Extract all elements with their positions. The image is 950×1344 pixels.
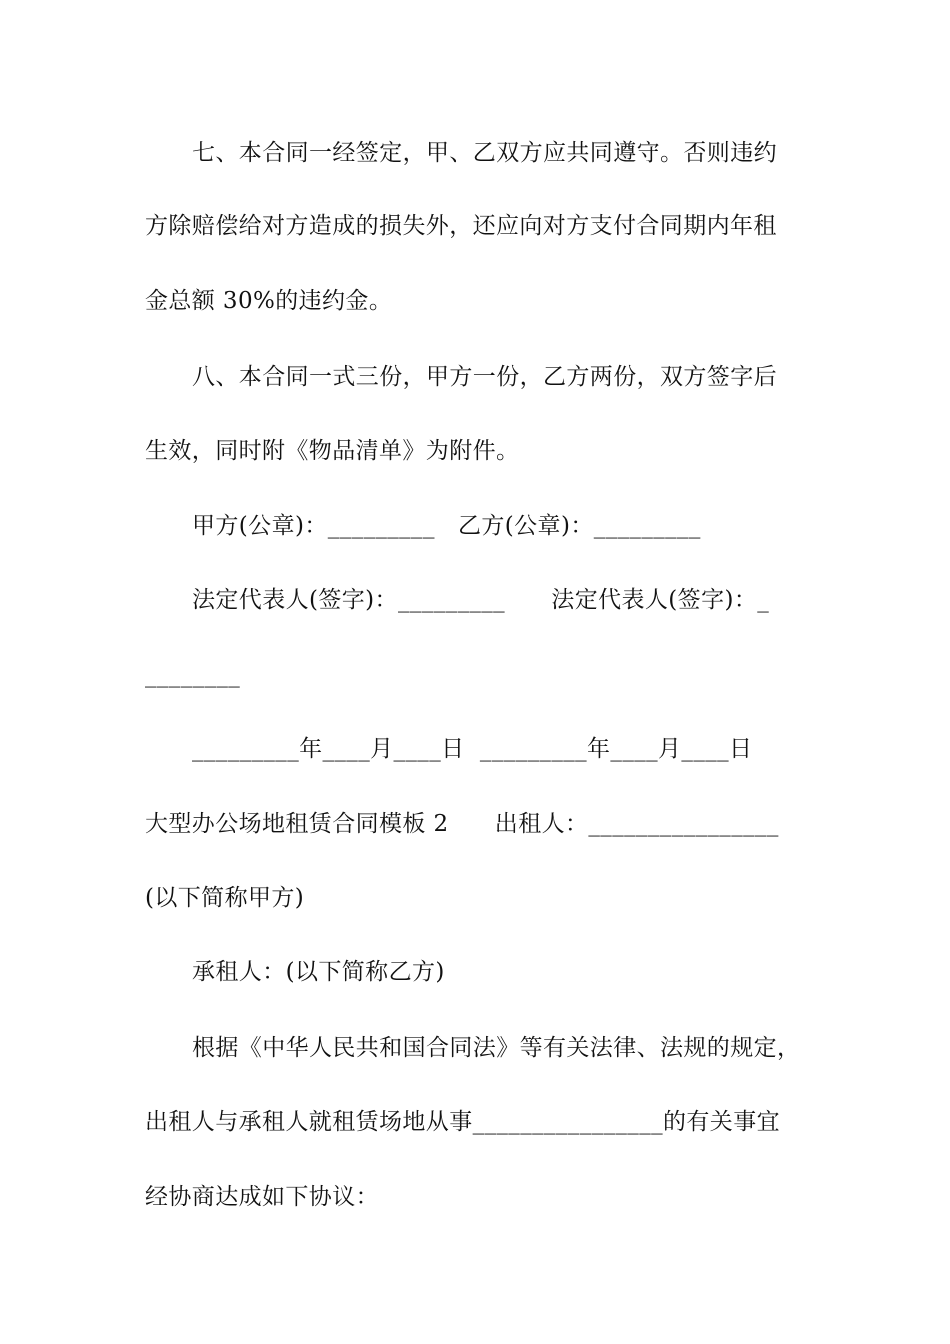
basis-line-3: 经协商达成如下协议： (145, 1184, 379, 1210)
signing-date-line: _________年____月____日 _________年____月____日 (192, 736, 753, 762)
template-title-lessor-line: 大型办公场地租赁合同模板 2 出租人：________________ (145, 811, 779, 837)
legal-representative-line: 法定代表人(签字)：_________ 法定代表人(签字)：_ (192, 587, 770, 613)
clause-7-line-1: 七、本合同一经签定，甲、乙双方应共同遵守。否则违约 (192, 140, 777, 166)
clause-8-line-2: 生效，同时附《物品清单》为附件。 (145, 438, 520, 464)
legal-representative-continuation: ________ (145, 662, 241, 688)
clause-7-line-2: 方除赔偿给对方造成的损失外，还应向对方支付合同期内年租 (145, 213, 777, 239)
clause-8-line-1: 八、本合同一式三份，甲方一份，乙方两份，双方签字后 (192, 364, 777, 390)
basis-line-2: 出租人与承租人就租赁场地从事________________的有关事宜 (145, 1109, 780, 1135)
clause-7-line-3: 金总额 30%的违约金。 (145, 288, 393, 314)
lessor-alias-line: (以下简称甲方) (145, 885, 305, 911)
basis-line-1: 根据《中华人民共和国合同法》等有关法律、法规的规定， (192, 1035, 801, 1061)
party-seal-line: 甲方(公章)：_________ 乙方(公章)：_________ (192, 513, 701, 539)
lessee-line: 承租人：(以下简称乙方) (192, 959, 445, 985)
